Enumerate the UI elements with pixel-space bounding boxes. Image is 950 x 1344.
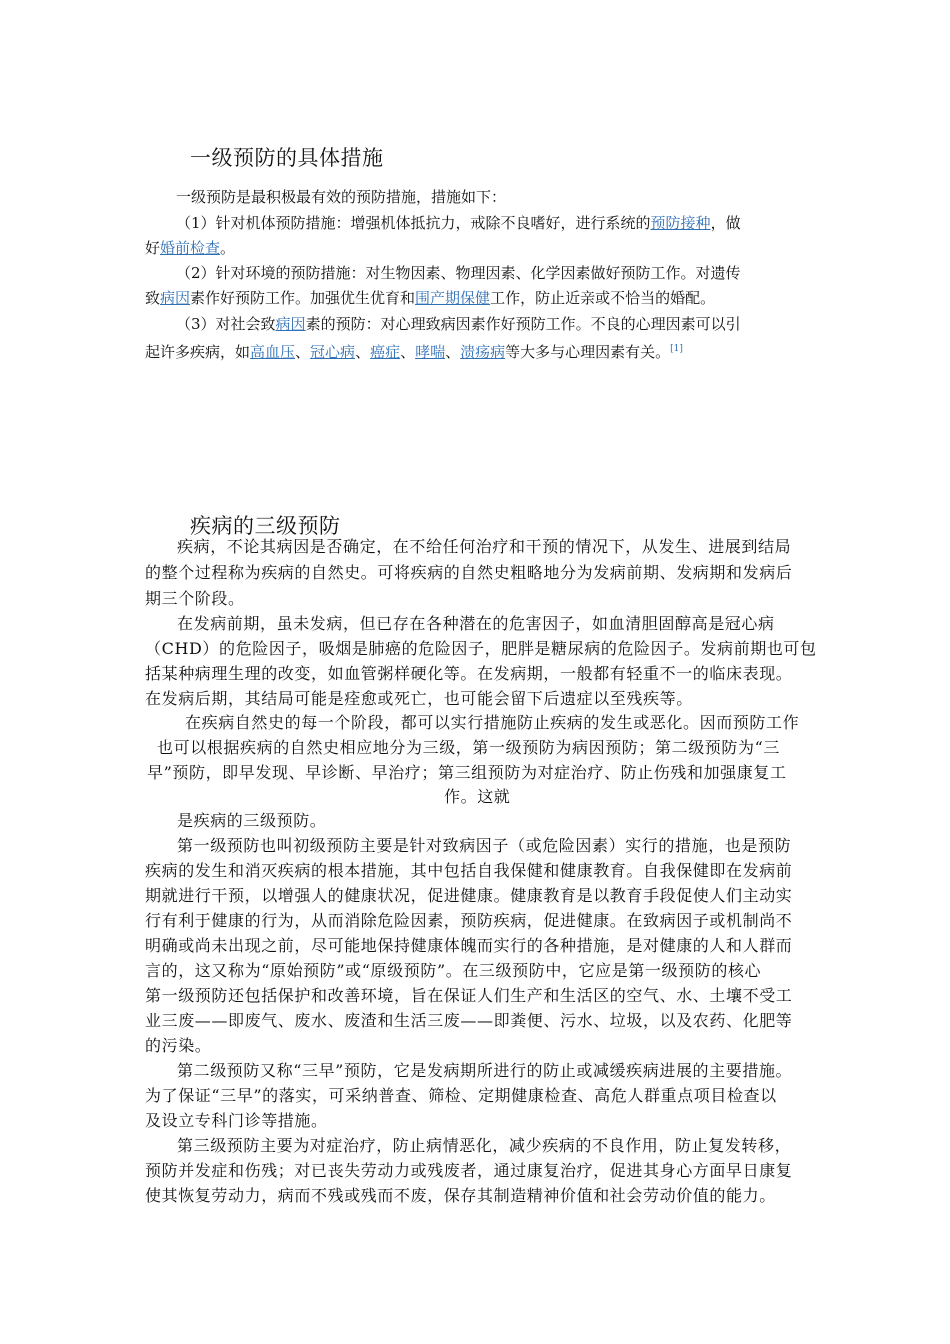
- sec2-line: 第三级预防主要为对症治疗，防止病情恶化，减少疾病的不良作用，防止复发转移，: [177, 1136, 792, 1155]
- sec2-line: 及设立专科门诊等措施。: [145, 1111, 328, 1130]
- text: 好: [145, 239, 161, 257]
- sec1-p2-line1: （2）针对环境的预防措施：对生物因素、物理因素、化学因素做好预防工作。对遗传: [176, 264, 741, 282]
- sec2-line: 期三个阶段。: [145, 589, 245, 608]
- link-vaccination[interactable]: 预防接种: [650, 214, 711, 232]
- sec2-line: 第一级预防还包括保护和改善环境，旨在保证人们生产和生活区的空气、水、土壤不受工: [145, 986, 793, 1005]
- text: 等大多与心理因素有关。: [505, 343, 671, 361]
- text: 起许多疾病，如: [145, 343, 251, 361]
- sec2-line: 在疾病自然史的每一个阶段，都可以实行措施防止疾病的发生或恶化。因而预防工作: [185, 713, 800, 732]
- sec2-line: 在发病后期，其结局可能是痊愈或死亡，也可能会留下后遗症以至残疾等。: [145, 689, 693, 708]
- sec1-p2-line2: [145, 287, 715, 309]
- text: （3）对社会致: [176, 315, 276, 333]
- sec1-p1-line2: [145, 237, 235, 259]
- text: 、: [295, 343, 311, 361]
- sec2-line: 预防并发症和伤残；对已丧失劳动力或残废者，通过康复治疗，促进其身心方面早日康复: [145, 1161, 793, 1180]
- text: 、: [400, 343, 416, 361]
- sec2-line: （CHD）的危险因子，吸烟是肺癌的危险因子，肥胖是糖尿病的危险因子。发病前期也可包: [145, 639, 817, 658]
- sec2-line: 也可以根据疾病的自然史相应地分为三级，第一级预防为病因预防；第二级预防为“三: [157, 738, 780, 757]
- link-etiology[interactable]: 病因: [160, 289, 191, 307]
- sec2-line: 在发病前期，虽未发病，但已存在各种潜在的危害因子，如血清胆固醇高是冠心病: [177, 614, 775, 633]
- text: 致: [145, 289, 161, 307]
- text: 。: [220, 239, 236, 257]
- sec2-line: 早”预防，即早发现、早诊断、早治疗；第三组预防为对症治疗、防止伤残和加强康复工: [147, 763, 787, 782]
- sec1-p3-line2: [145, 338, 683, 363]
- sec2-line: 疾病的发生和消灭疾病的根本措施，其中包括自我保健和健康教育。自我保健即在发病前: [145, 861, 793, 880]
- sec2-line: 明确或尚未出现之前，尽可能地保持健康体魄而实行的各种措施，是对健康的人和人群而: [145, 936, 793, 955]
- link-etiology-2[interactable]: 病因: [275, 315, 306, 333]
- link-asthma[interactable]: 哮喘: [415, 343, 446, 361]
- link-premarital-check[interactable]: 婚前检查: [160, 239, 221, 257]
- sec2-line: 的污染。: [145, 1036, 212, 1055]
- sec2-line: 括某种病理生理的改变，如血管粥样硬化等。在发病期，一般都有轻重不一的临床表现。: [145, 664, 793, 683]
- sec1-p1-line1: [176, 212, 741, 234]
- section-title-three-level-prevention: 疾病的三级预防: [190, 514, 341, 538]
- link-perinatal-care[interactable]: 围产期保健: [415, 289, 491, 307]
- sec2-line: 第一级预防也叫初级预防主要是针对致病因子（或危险因素）实行的措施，也是预防: [177, 836, 792, 855]
- link-hypertension[interactable]: 高血压: [250, 343, 296, 361]
- text: ，做: [710, 214, 741, 232]
- sec2-line: 的整个过程称为疾病的自然史。可将疾病的自然史粗略地分为发病前期、发病期和发病后: [145, 563, 793, 582]
- link-coronary-heart-disease[interactable]: 冠心病: [310, 343, 356, 361]
- sec2-line: 期就进行干预，以增强人的健康状况，促进健康。健康教育是以教育手段促使人们主动实: [145, 886, 793, 905]
- sec2-line: 使其恢复劳动力，病而不残或残而不废，保存其制造精神价值和社会劳动价值的能力。: [145, 1186, 776, 1205]
- sec2-line: 行有利于健康的行为，从而消除危险因素，预防疾病，促进健康。在致病因子或机制尚不: [145, 911, 793, 930]
- sec2-line: 疾病，不论其病因是否确定，在不给任何治疗和干预的情况下，从发生、进展到结局: [177, 537, 792, 556]
- sec2-line: 业三废——即废气、废水、废渣和生活三废——即粪便、污水、垃圾，以及农药、化肥等: [145, 1011, 793, 1030]
- sec2-line: 第二级预防又称“三早”预防，它是发病期所进行的防止或减缓疾病进展的主要措施。: [177, 1061, 793, 1080]
- text: 素的预防：对心理致病因素作好预防工作。不良的心理因素可以引: [305, 315, 741, 333]
- text: （1）针对机体预防措施：增强机体抵抗力，戒除不良嗜好，进行系统的: [176, 214, 651, 232]
- text: 、: [355, 343, 371, 361]
- sec2-line: 是疾病的三级预防。: [177, 811, 327, 830]
- reference-marker[interactable]: [1]: [670, 344, 683, 354]
- sec1-p3-line1: [176, 313, 741, 335]
- section-title-primary-prevention: 一级预防的具体措施: [190, 146, 384, 170]
- text: 、: [445, 343, 461, 361]
- sec2-line: 作。这就: [444, 787, 511, 806]
- link-ulcer[interactable]: 溃疡病: [460, 343, 506, 361]
- sec2-line: 言的，这又称为“原始预防”或“原级预防”。在三级预防中，它应是第一级预防的核心: [145, 961, 762, 980]
- text: 工作，防止近亲或不恰当的婚配。: [490, 289, 716, 307]
- text: 素作好预防工作。加强优生优育和: [190, 289, 416, 307]
- link-cancer[interactable]: 癌症: [370, 343, 401, 361]
- sec1-intro: 一级预防是最积极最有效的预防措施，措施如下：: [176, 188, 507, 206]
- sec2-line: 为了保证“三早”的落实，可采纳普查、筛检、定期健康检查、高危人群重点项目检查以: [145, 1086, 777, 1105]
